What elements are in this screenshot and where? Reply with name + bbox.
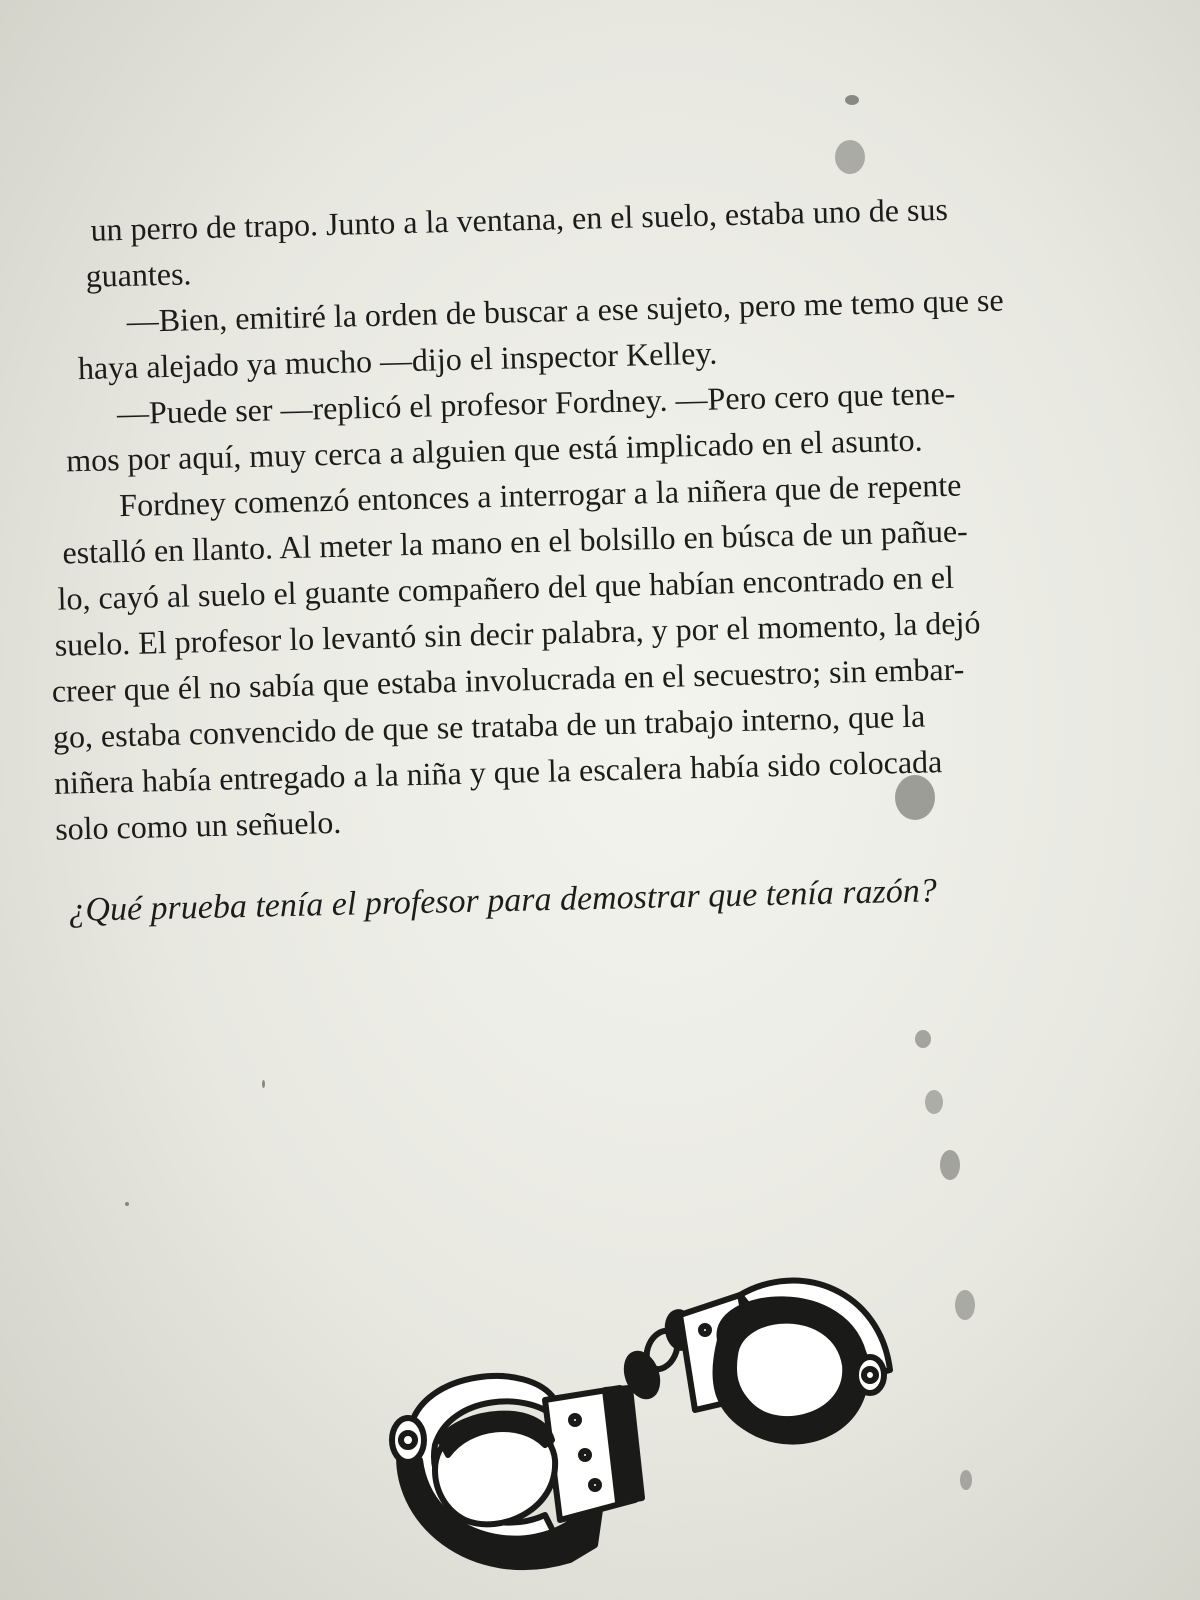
print-speck bbox=[960, 1470, 972, 1490]
text-line: mos por aquí, muy cerca a alguien que está implicado en el asunto. bbox=[65, 421, 923, 479]
print-speck bbox=[915, 1030, 931, 1048]
handcuffs-icon bbox=[380, 1270, 900, 1600]
text-line: guantes. bbox=[85, 255, 192, 294]
text-line: solo como un señuelo. bbox=[54, 803, 342, 847]
question-heading: ¿Qué prueba tenía el profesor para demostrar que tenía razón? bbox=[68, 872, 938, 929]
text-line: estalló en llanto. Al meter la mano en el bolsillo en búsca de un pañue- bbox=[61, 512, 969, 571]
text-line: —Bien, emitiré la orden de buscar a ese sujeto, pero me temo que se bbox=[126, 281, 1004, 339]
text-line: creer que él no sabía que estaba involucrada en el secuestro; sin embar- bbox=[51, 650, 965, 709]
text-line: un perro de trapo. Junto a la ventana, en el suelo, estaba uno de sus bbox=[90, 190, 949, 248]
print-speck bbox=[955, 1290, 975, 1320]
text-line: suelo. El profesor lo levantó sin decir palabra, y por el momento, la dejó bbox=[54, 604, 981, 663]
print-speck bbox=[262, 1080, 265, 1088]
print-speck bbox=[895, 775, 935, 820]
print-speck bbox=[845, 95, 859, 105]
text-line: niñera había entregado a la niña y que la escalera había sido colocada bbox=[53, 743, 943, 801]
text-line: go, estaba convencido de que se trataba de un trabajo interno, que la bbox=[52, 697, 926, 755]
print-speck bbox=[835, 140, 865, 174]
text-line: lo, cayó al suelo el guante compañero del que habían encontrado en el bbox=[57, 558, 955, 617]
print-speck bbox=[940, 1150, 960, 1180]
body-paragraphs bbox=[40, 180, 1195, 852]
text-line: Fordney comenzó entonces a interrogar a la niñera que de repente bbox=[118, 466, 962, 524]
text-line: haya alejado ya mucho —dijo el inspector Kelley. bbox=[77, 334, 718, 387]
print-speck bbox=[125, 1202, 129, 1206]
text-line: —Puede ser —replicó el profesor Fordney. —Pero cero que tene- bbox=[116, 374, 956, 432]
print-speck bbox=[925, 1090, 943, 1114]
